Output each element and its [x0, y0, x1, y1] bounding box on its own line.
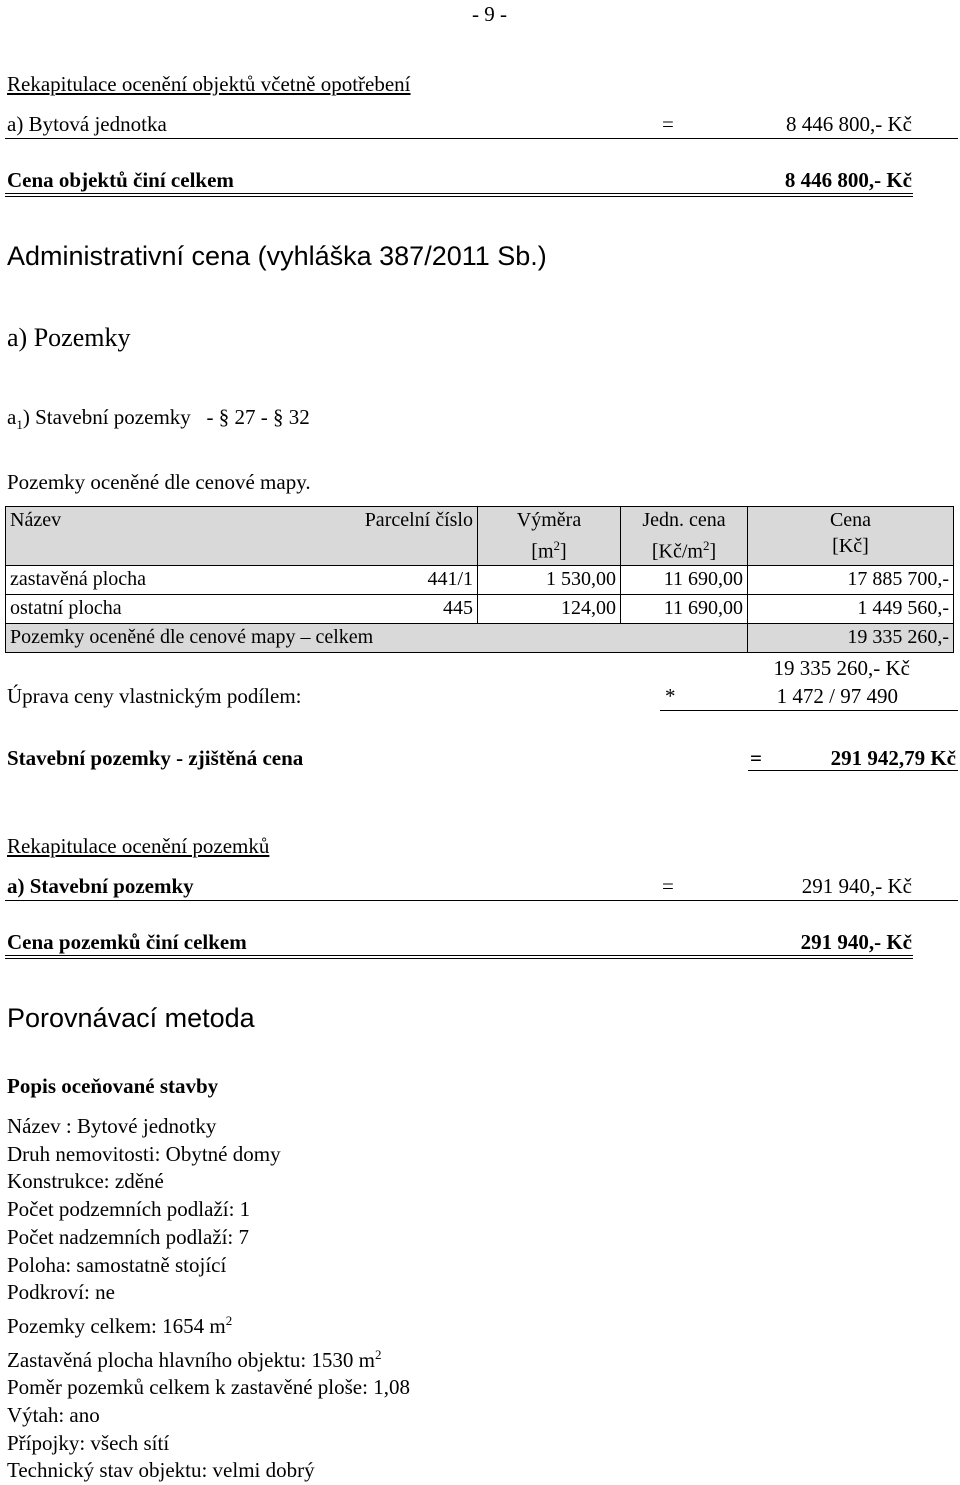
- subtotal-value: 19 335 260,- Kč: [773, 656, 910, 680]
- row-name: zastavěná plocha: [6, 565, 315, 594]
- header-price: [748, 507, 954, 566]
- total-underline: [5, 193, 913, 194]
- header-unit-price: [621, 507, 748, 566]
- building-land-heading: [7, 405, 310, 433]
- header-parcel: Parcelní číslo: [314, 507, 478, 566]
- recap-land-row-label: a) Stavební pozemky: [7, 874, 194, 898]
- row-price: 17 885 700,-: [748, 565, 954, 594]
- table-header-row: [6, 507, 954, 566]
- separator-line: [5, 138, 958, 139]
- header-area-unit: $[m^2]$: [531, 538, 567, 563]
- total-underline: [5, 955, 913, 956]
- page-number: - 9 -: [472, 2, 507, 26]
- row-area: 1 530,00: [478, 565, 621, 594]
- description-line: Počet nadzemních podlaží: 7: [7, 1224, 250, 1249]
- recap-land-title: Rekapitulace ocenění pozemků: [7, 834, 270, 858]
- share-adjust-operator: *: [665, 684, 676, 708]
- total-value: 19 335 260,-: [748, 623, 954, 652]
- recap-objects-title: Rekapitulace ocenění objektů včetně opotřebení: [7, 72, 411, 96]
- description-line-land-total: Pozemky celkem: 1654 $m^2$: [7, 1312, 233, 1338]
- recap-land-total-label: Cena pozemků činí celkem: [7, 930, 247, 954]
- description-line: Poměr pozemků celkem k zastavěné ploše: 1,08: [7, 1375, 410, 1400]
- row-unit-price: 11 690,00: [621, 594, 748, 623]
- recap-objects-row-eq: =: [662, 112, 674, 136]
- building-land-price-label: Stavební pozemky - zjištěná cena: [7, 746, 304, 770]
- share-underline: [660, 710, 958, 711]
- land-table: [5, 506, 954, 653]
- total-double-underline: [5, 196, 913, 197]
- recap-objects-total-value: 8 446 800,- Kč: [784, 168, 912, 192]
- separator-line: [5, 900, 958, 901]
- description-line: Technický stav objektu: velmi dobrý: [7, 1458, 315, 1483]
- building-land-note: Pozemky oceněné dle cenové mapy.: [7, 470, 311, 494]
- description-line: Poloha: samostatně stojící: [7, 1252, 227, 1277]
- row-parcel: 441/1: [314, 565, 478, 594]
- header-price-unit: [Kč]: [832, 535, 869, 557]
- description-line: Název : Bytové jednotky: [7, 1114, 217, 1138]
- description-line: Výtah: ano: [7, 1403, 100, 1428]
- description-line: Podkroví: ne: [7, 1280, 115, 1305]
- recap-objects-row-label: a) Bytová jednotka: [7, 112, 167, 136]
- header-area-label: Výměra: [516, 509, 582, 531]
- description-line: Počet podzemních podlaží: 1: [7, 1197, 251, 1222]
- heading-prefix: a: [7, 405, 17, 429]
- description-title: Popis oceňované stavby: [7, 1074, 219, 1098]
- share-adjust-label: Úprava ceny vlastnickým podílem:: [7, 684, 302, 708]
- header-unit-price-unit: $[Kč/m^2]$: [651, 538, 717, 563]
- heading-rest: ) Stavební pozemky - § 27 - § 32: [22, 405, 310, 429]
- admin-price-heading: Administrativní cena (vyhláška 387/2011 Sb.): [7, 241, 547, 271]
- description-line: Druh nemovitosti: Obytné domy: [7, 1141, 281, 1166]
- row-name: ostatní plocha: [6, 594, 315, 623]
- table-row: [6, 594, 954, 623]
- total-double-underline: [5, 958, 913, 959]
- recap-objects-row-value: 8 446 800,- Kč: [786, 112, 912, 136]
- description-line: Přípojky: všech sítí: [7, 1430, 170, 1455]
- total-label: Pozemky oceněné dle cenové mapy – celkem: [6, 623, 748, 652]
- recap-land-row-value: 291 940,- Kč: [801, 874, 912, 898]
- building-land-price-eq: =: [750, 746, 762, 770]
- table-total-row: [6, 623, 954, 652]
- row-area: 124,00: [478, 594, 621, 623]
- header-area: [478, 507, 621, 566]
- row-price: 1 449 560,-: [748, 594, 954, 623]
- comparison-heading: Porovnávací metoda: [7, 1003, 255, 1033]
- header-price-label: Cena: [829, 509, 872, 531]
- row-parcel: 445: [314, 594, 478, 623]
- price-underline: [748, 770, 958, 771]
- header-name: Název: [6, 507, 315, 566]
- row-unit-price: 11 690,00: [621, 565, 748, 594]
- description-line: Konstrukce: zděné: [7, 1169, 164, 1194]
- recap-land-total-value: 291 940,- Kč: [800, 930, 912, 954]
- heading-subscript: 1: [16, 417, 23, 433]
- header-unit-price-label: Jedn. cena: [642, 509, 726, 531]
- building-land-price-value: 291 942,79 Kč: [830, 746, 956, 770]
- share-adjust-ratio: 1 472 / 97 490: [776, 684, 898, 708]
- description-line-built-area: Zastavěná plocha hlavního objektu: 1530 $m^2$: [7, 1346, 382, 1372]
- land-heading: a) Pozemky: [7, 323, 131, 352]
- recap-objects-total-label: Cena objektů činí celkem: [7, 168, 234, 192]
- table-row: [6, 565, 954, 594]
- description-block: [7, 1113, 410, 1485]
- recap-land-row-eq: =: [662, 874, 674, 898]
